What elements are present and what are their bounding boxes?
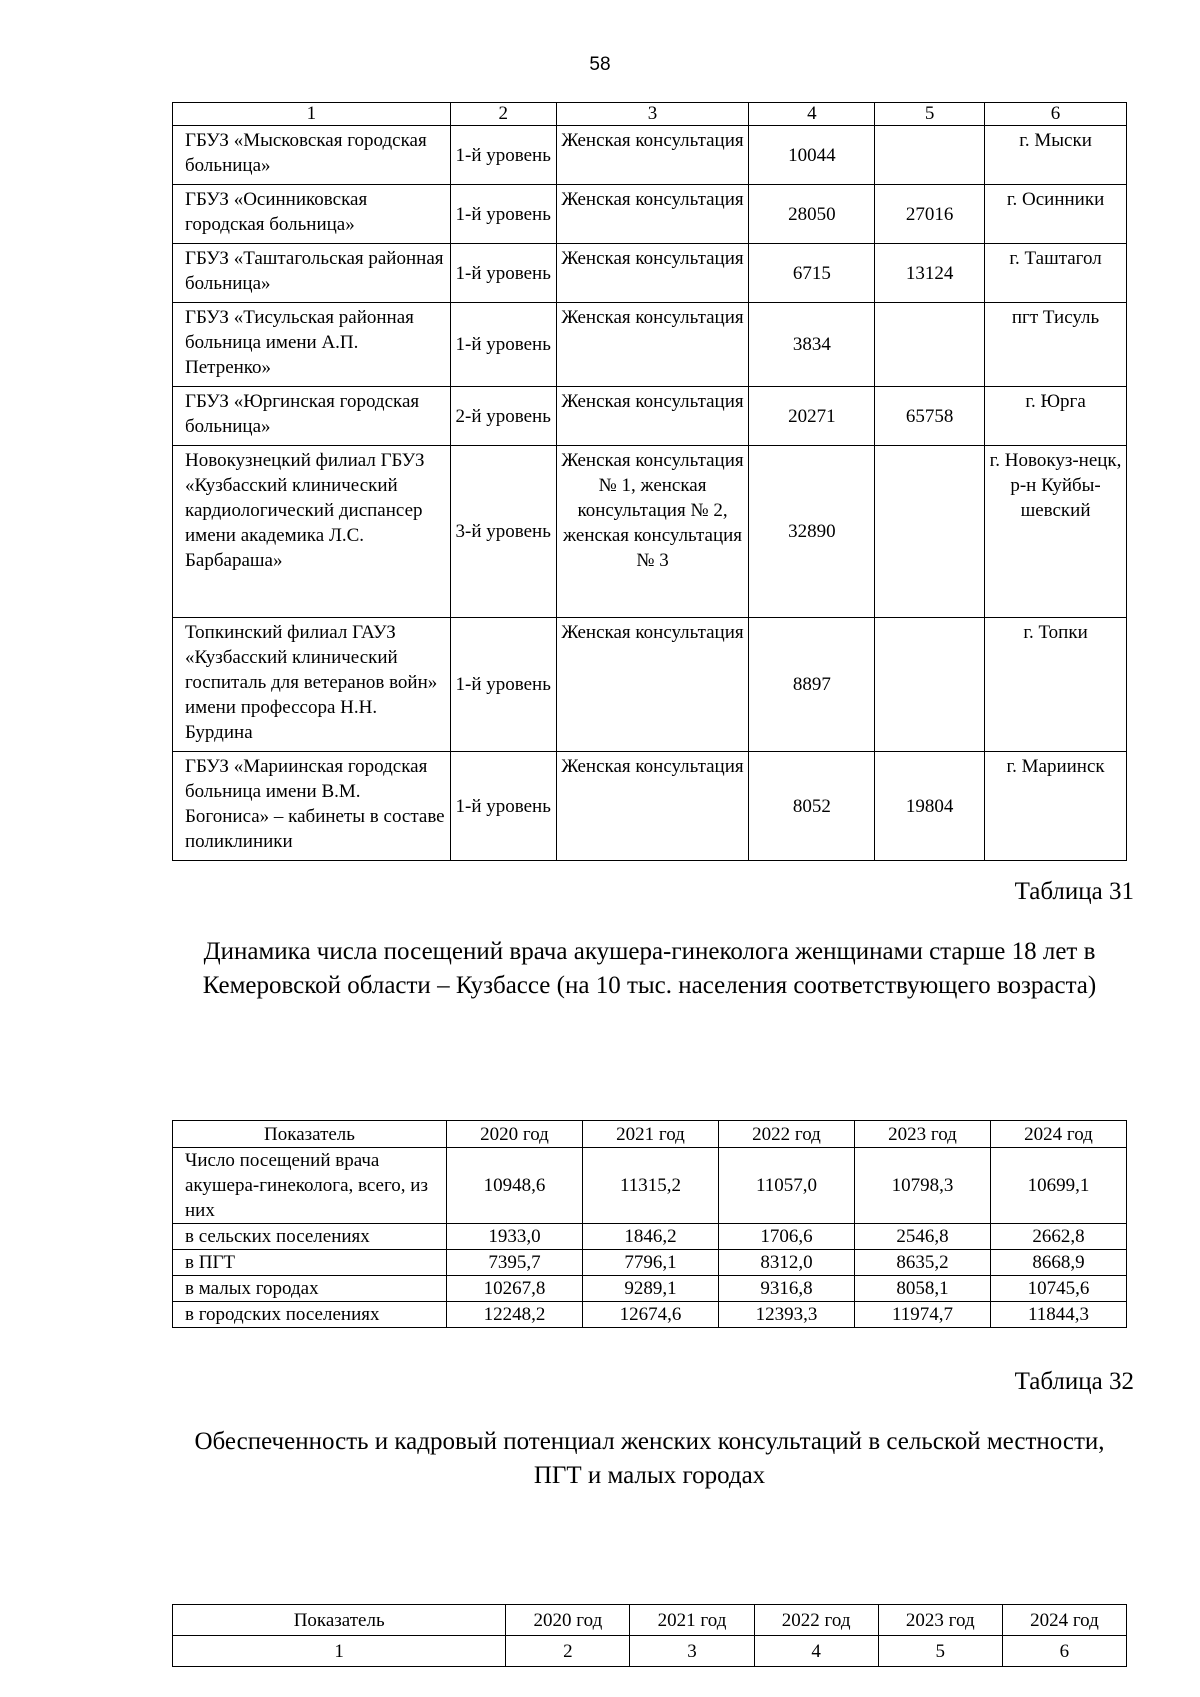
column-number-row [173, 103, 1127, 126]
facility-name-cell: ГБУЗ «Таштагольская районная больница» [173, 244, 451, 303]
table-row [173, 618, 1127, 752]
column-header: 2020 год [447, 1121, 583, 1148]
column-number: 5 [878, 1636, 1002, 1667]
column-number: 6 [1002, 1636, 1126, 1667]
column-header: 2020 год [506, 1605, 630, 1636]
row-label: Число посещений врача акушера-гинеколога, всего, из них [173, 1148, 447, 1224]
value-cell: 11974,7 [855, 1302, 991, 1328]
value-cell: 27016 [875, 185, 985, 244]
value-cell: 8052 [749, 752, 875, 861]
consultation-type-cell: Женская консультация [556, 303, 749, 387]
care-level-cell: 1-й уровень [450, 752, 556, 861]
value-cell [875, 446, 985, 618]
table-row [173, 446, 1127, 618]
column-header: 2023 год [855, 1121, 991, 1148]
table-row [173, 1302, 1127, 1328]
value-cell: 10267,8 [447, 1276, 583, 1302]
care-level-cell: 1-й уровень [450, 185, 556, 244]
value-cell: 19804 [875, 752, 985, 861]
column-header: 2024 год [991, 1121, 1127, 1148]
value-cell: 1846,2 [583, 1224, 719, 1250]
table-31-caption: Таблица 31 [1014, 878, 1134, 905]
consultation-type-cell: Женская консультация [556, 387, 749, 446]
value-cell: 2662,8 [991, 1224, 1127, 1250]
consultation-type-cell: Женская консультация [556, 185, 749, 244]
location-cell: г. Таштагол [985, 244, 1127, 303]
table-31-title: Динамика числа посещений врача акушера-гинеколога женщинами старше 18 лет в Кемеровской области – Кузбассе (на 10 тыс. населения соответствующего возраста) [202, 938, 1097, 999]
value-cell: 12248,2 [447, 1302, 583, 1328]
visits-dynamics-table [172, 1120, 1127, 1328]
column-header: 2024 год [1002, 1605, 1126, 1636]
table-row [173, 752, 1127, 861]
facility-name-cell: Топкинский филиал ГАУЗ «Кузбасский клинический госпиталь для ветеранов войн» имени профессора Н.Н. Бурдина [173, 618, 451, 752]
value-cell: 3834 [749, 303, 875, 387]
value-cell: 7796,1 [583, 1250, 719, 1276]
value-cell: 10948,6 [447, 1148, 583, 1224]
table-row [173, 126, 1127, 185]
column-header: 2021 год [630, 1605, 754, 1636]
column-number: 2 [450, 103, 556, 126]
facility-name-cell: ГБУЗ «Тисульская районная больница имени А.П. Петренко» [173, 303, 451, 387]
location-cell: пгт Тисуль [985, 303, 1127, 387]
facility-name-cell: ГБУЗ «Осинниковская городская больница» [173, 185, 451, 244]
column-header: Показатель [173, 1121, 447, 1148]
column-number: 3 [556, 103, 749, 126]
column-number: 1 [173, 1636, 506, 1667]
value-cell: 11315,2 [583, 1148, 719, 1224]
facility-name-cell: ГБУЗ «Юргинская городская больница» [173, 387, 451, 446]
care-level-cell: 2-й уровень [450, 387, 556, 446]
table-row [173, 303, 1127, 387]
care-level-cell: 1-й уровень [450, 244, 556, 303]
care-level-cell: 1-й уровень [450, 126, 556, 185]
table-row [173, 1250, 1127, 1276]
facilities-table [172, 102, 1127, 861]
value-cell: 13124 [875, 244, 985, 303]
consultation-type-cell: Женская консультация [556, 126, 749, 185]
value-cell: 10699,1 [991, 1148, 1127, 1224]
column-header: 2022 год [719, 1121, 855, 1148]
table-row [173, 185, 1127, 244]
value-cell: 32890 [749, 446, 875, 618]
value-cell: 8635,2 [855, 1250, 991, 1276]
location-cell: г. Юрга [985, 387, 1127, 446]
column-number: 1 [173, 103, 451, 126]
table-32-caption: Таблица 32 [1014, 1368, 1134, 1395]
value-cell: 1706,6 [719, 1224, 855, 1250]
column-header: Показатель [173, 1605, 506, 1636]
value-cell: 10798,3 [855, 1148, 991, 1224]
consultation-type-cell: Женская консультация [556, 618, 749, 752]
facility-name-cell: Новокузнецкий филиал ГБУЗ «Кузбасский клинический кардиологический диспансер имени академика Л.С. Барбараша» [173, 446, 451, 618]
table-row [173, 244, 1127, 303]
care-level-cell: 1-й уровень [450, 303, 556, 387]
table-row [173, 387, 1127, 446]
value-cell: 6715 [749, 244, 875, 303]
value-cell: 1933,0 [447, 1224, 583, 1250]
value-cell: 11844,3 [991, 1302, 1127, 1328]
location-cell: г. Топки [985, 618, 1127, 752]
consultation-type-cell: Женская консультация [556, 752, 749, 861]
value-cell: 8668,9 [991, 1250, 1127, 1276]
header-row [173, 1121, 1127, 1148]
row-label: в сельских поселениях [173, 1224, 447, 1250]
location-cell: г. Мыски [985, 126, 1127, 185]
value-cell: 11057,0 [719, 1148, 855, 1224]
table-row [173, 1148, 1127, 1224]
row-label: в малых городах [173, 1276, 447, 1302]
value-cell: 12674,6 [583, 1302, 719, 1328]
value-cell [875, 618, 985, 752]
table-row [173, 1276, 1127, 1302]
value-cell: 9289,1 [583, 1276, 719, 1302]
consultation-type-cell: Женская консультация [556, 244, 749, 303]
facility-name-cell: ГБУЗ «Мариинская городская больница имени В.М. Богониса» – кабинеты в составе поликлиники [173, 752, 451, 861]
column-number: 5 [875, 103, 985, 126]
value-cell [875, 303, 985, 387]
staffing-table [172, 1604, 1127, 1667]
column-header: 2022 год [754, 1605, 878, 1636]
value-cell: 8897 [749, 618, 875, 752]
table-32-title: Обеспеченность и кадровый потенциал женских консультаций в сельской местности, ПГТ и малых городах [194, 1428, 1105, 1489]
column-header: 2021 год [583, 1121, 719, 1148]
value-cell: 12393,3 [719, 1302, 855, 1328]
header-row [173, 1605, 1127, 1636]
value-cell: 20271 [749, 387, 875, 446]
table-row [173, 1224, 1127, 1250]
value-cell: 9316,8 [719, 1276, 855, 1302]
value-cell: 65758 [875, 387, 985, 446]
consultation-type-cell: Женская консультация № 1, женская консультация № 2, женская консультация № 3 [556, 446, 749, 618]
location-cell: г. Новокуз-нецк, р-н Куйбы-шевский [985, 446, 1127, 618]
care-level-cell: 3-й уровень [450, 446, 556, 618]
value-cell: 2546,8 [855, 1224, 991, 1250]
column-header: 2023 год [878, 1605, 1002, 1636]
facility-name-cell: ГБУЗ «Мысковская городская больница» [173, 126, 451, 185]
row-label: в ПГТ [173, 1250, 447, 1276]
value-cell: 10044 [749, 126, 875, 185]
location-cell: г. Осинники [985, 185, 1127, 244]
row-label: в городских поселениях [173, 1302, 447, 1328]
value-cell: 28050 [749, 185, 875, 244]
column-number: 6 [985, 103, 1127, 126]
value-cell [875, 126, 985, 185]
column-number: 3 [630, 1636, 754, 1667]
column-number-row [173, 1636, 1127, 1667]
value-cell: 8058,1 [855, 1276, 991, 1302]
column-number: 4 [749, 103, 875, 126]
location-cell: г. Мариинск [985, 752, 1127, 861]
column-number: 2 [506, 1636, 630, 1667]
value-cell: 10745,6 [991, 1276, 1127, 1302]
column-number: 4 [754, 1636, 878, 1667]
value-cell: 8312,0 [719, 1250, 855, 1276]
care-level-cell: 1-й уровень [450, 618, 556, 752]
page-number: 58 [589, 54, 611, 75]
value-cell: 7395,7 [447, 1250, 583, 1276]
